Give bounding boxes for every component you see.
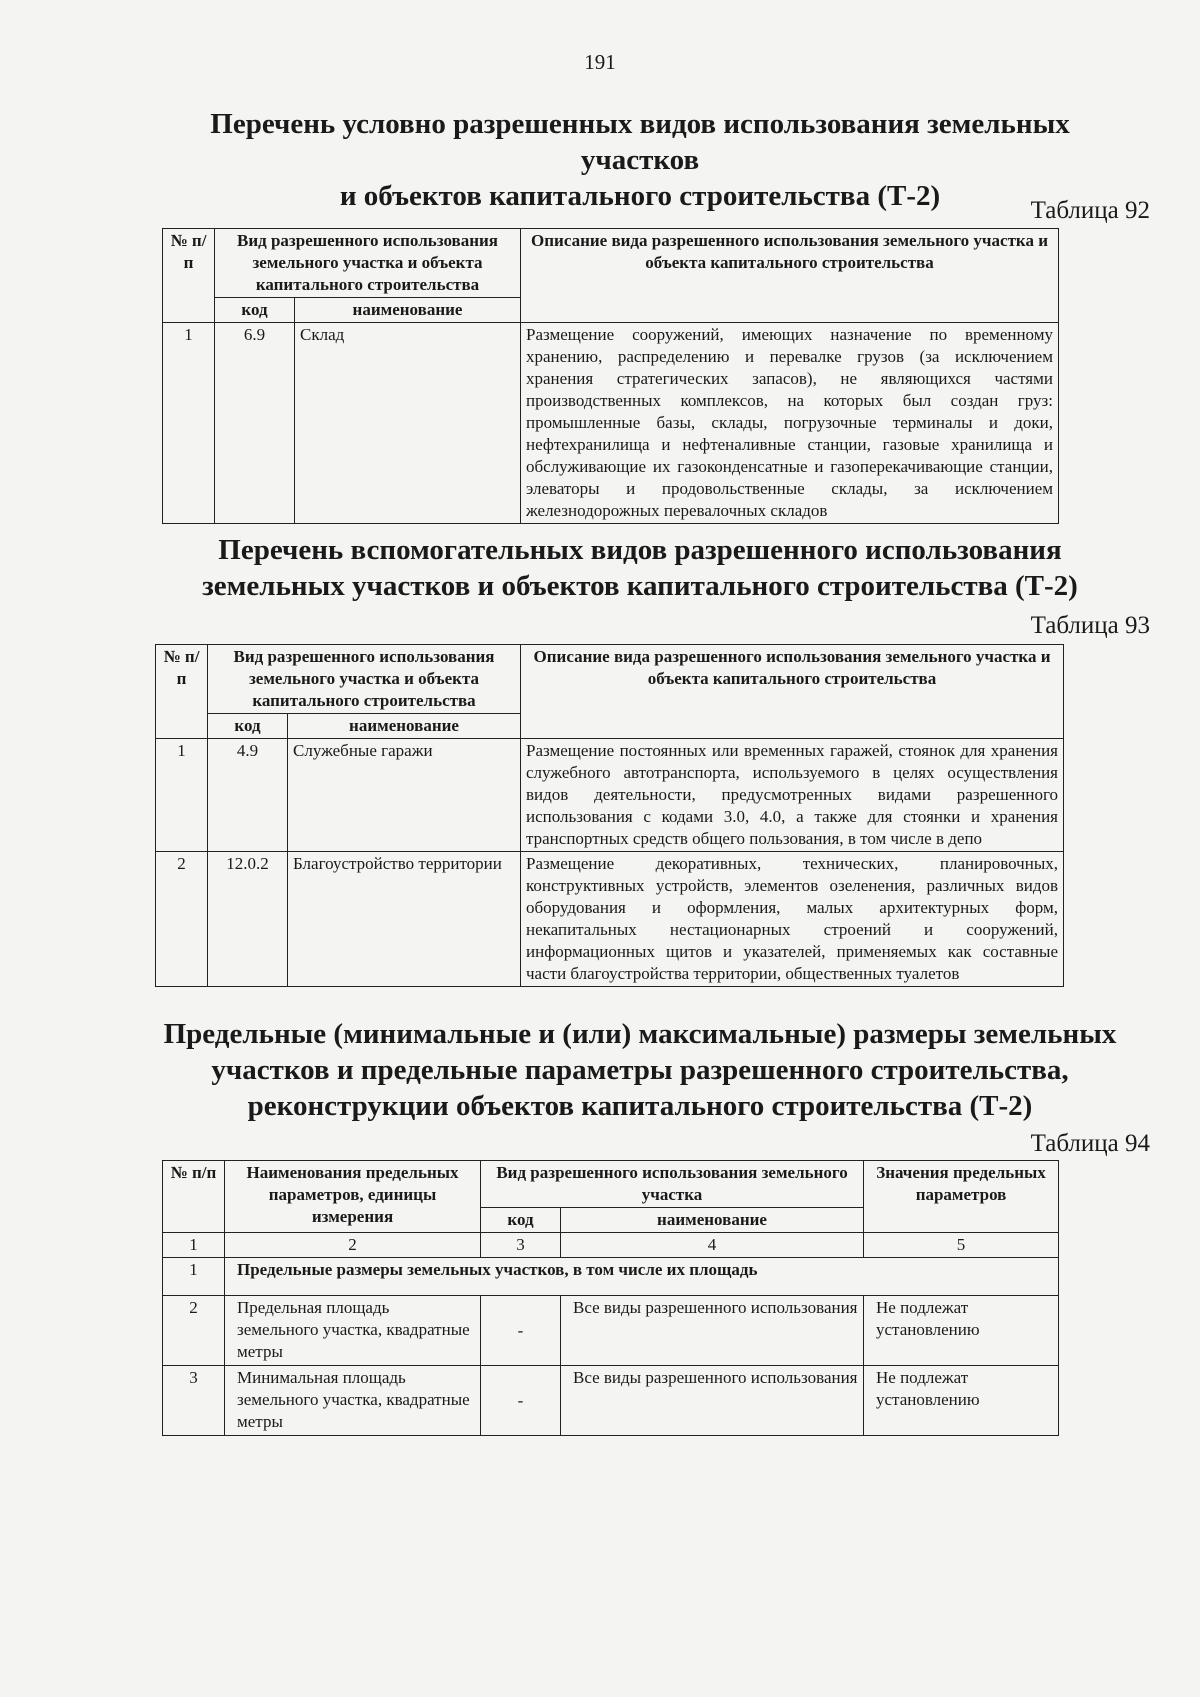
cell-code: - xyxy=(481,1296,561,1366)
header-kind: Вид разрешенного использования земельного участка xyxy=(481,1161,864,1208)
cell-name: Благоустройство территории xyxy=(288,852,521,987)
table-93-caption: Таблица 93 xyxy=(1030,612,1150,639)
table-93 xyxy=(155,644,1064,987)
cell-code: 12.0.2 xyxy=(208,852,288,987)
cell-code: 4.9 xyxy=(208,739,288,852)
header-value: Значения предельных параметров xyxy=(864,1161,1059,1233)
header-num: № п/п xyxy=(156,645,208,739)
section3-heading-line1: Предельные (минимальные и (или) максимальные) размеры земельных xyxy=(163,1018,1117,1050)
header-kind: Вид разрешенного использования земельного участка и объекта капитального строительства xyxy=(208,645,521,714)
header-code: код xyxy=(208,714,288,739)
cell-name: Служебные гаражи xyxy=(288,739,521,852)
section1-heading-line1: Перечень условно разрешенных видов использования земельных участков xyxy=(210,108,1070,176)
cell-desc: Размещение сооружений, имеющих назначение по временному хранению, распределению и перевалке грузов (за исключением хранения стратегических запасов), не являющихся частями производственных комплексов, на которых был создан груз: промышленные базы, склады, погрузочные терминалы и доки, нефтехранилища и нефтеналивные станции, газовые хранилища и обслуживающие их газоконденсатные и газоперекачивающие станции, элеваторы и продовольственные склады, за исключением железнодорожных перевалочных складов xyxy=(521,323,1059,524)
table-row xyxy=(163,323,1059,524)
col-number: 4 xyxy=(561,1233,864,1258)
cell-name: Все виды разрешенного использования xyxy=(561,1296,864,1366)
group-row xyxy=(163,1258,1059,1296)
header-desc: Описание вида разрешенного использования земельного участка и объекта капитального строительства xyxy=(521,645,1064,739)
section3-heading-line2: участков и предельные параметры разрешенного строительства, xyxy=(211,1054,1069,1086)
table-row xyxy=(156,739,1064,852)
cell-code: - xyxy=(481,1366,561,1436)
cell-num: 1 xyxy=(163,1258,225,1296)
page-number: 191 xyxy=(584,50,616,74)
cell-num: 2 xyxy=(163,1296,225,1366)
table-row xyxy=(163,1296,1059,1366)
table-92-caption: Таблица 92 xyxy=(1030,197,1150,224)
cell-name: Все виды разрешенного использования xyxy=(561,1366,864,1436)
header-param: Наименования предельных параметров, единицы измерения xyxy=(225,1161,481,1233)
table-row xyxy=(163,1366,1059,1436)
section3-heading-line3: реконструкции объектов капитального строительства (Т-2) xyxy=(247,1090,1033,1122)
col-number: 3 xyxy=(481,1233,561,1258)
cell-num: 2 xyxy=(156,852,208,987)
section2-heading-line2: земельных участков и объектов капитального строительства (Т-2) xyxy=(202,570,1078,602)
section1-heading xyxy=(150,106,1130,214)
section2-heading-line1: Перечень вспомогательных видов разрешенного использования xyxy=(218,534,1062,566)
header-num: № п/п xyxy=(163,229,215,323)
header-name: наименование xyxy=(288,714,521,739)
header-kind: Вид разрешенного использования земельного участка и объекта капитального строительства xyxy=(215,229,521,298)
table-94 xyxy=(162,1160,1059,1436)
group-row-title: Предельные размеры земельных участков, в том числе их площадь xyxy=(225,1258,1059,1296)
header-num: № п/п xyxy=(163,1161,225,1233)
cell-desc: Размещение декоративных, технических, планировочных, конструктивных устройств, элементов озеленения, различных видов оборудования и оформления, малых архитектурных форм, некапитальных нестационарных строений и сооружений, информационных щитов и указателей, применяемых как составные части благоустройства территории, общественных туалетов xyxy=(521,852,1064,987)
header-name: наименование xyxy=(295,298,521,323)
table-row xyxy=(156,852,1064,987)
col-number: 2 xyxy=(225,1233,481,1258)
section1-heading-line2: и объектов капитального строительства (Т-2) xyxy=(339,180,941,212)
cell-num: 1 xyxy=(163,323,215,524)
cell-value: Не подлежат установлению xyxy=(864,1296,1059,1366)
cell-code: 6.9 xyxy=(215,323,295,524)
header-desc: Описание вида разрешенного использования земельного участка и объекта капитального строительства xyxy=(521,229,1059,323)
section2-heading xyxy=(150,532,1130,604)
section3-heading xyxy=(150,1016,1130,1124)
col-number: 1 xyxy=(163,1233,225,1258)
header-name: наименование xyxy=(561,1208,864,1233)
cell-value: Не подлежат установлению xyxy=(864,1366,1059,1436)
header-code: код xyxy=(215,298,295,323)
cell-param: Минимальная площадь земельного участка, квадратные метры xyxy=(225,1366,481,1436)
cell-desc: Размещение постоянных или временных гаражей, стоянок для хранения служебного автотранспорта, используемого в целях осуществления видов деятельности, предусмотренных видами разрешенного использования с кодами 3.0, 4.0, а также для стоянки и хранения транспортных средств общего пользования, в том числе в депо xyxy=(521,739,1064,852)
table-94-caption: Таблица 94 xyxy=(1030,1130,1150,1157)
header-code: код xyxy=(481,1208,561,1233)
column-numbers-row xyxy=(163,1233,1059,1258)
cell-param: Предельная площадь земельного участка, квадратные метры xyxy=(225,1296,481,1366)
col-number: 5 xyxy=(864,1233,1059,1258)
cell-name: Склад xyxy=(295,323,521,524)
cell-num: 1 xyxy=(156,739,208,852)
table-92 xyxy=(162,228,1059,524)
cell-num: 3 xyxy=(163,1366,225,1436)
